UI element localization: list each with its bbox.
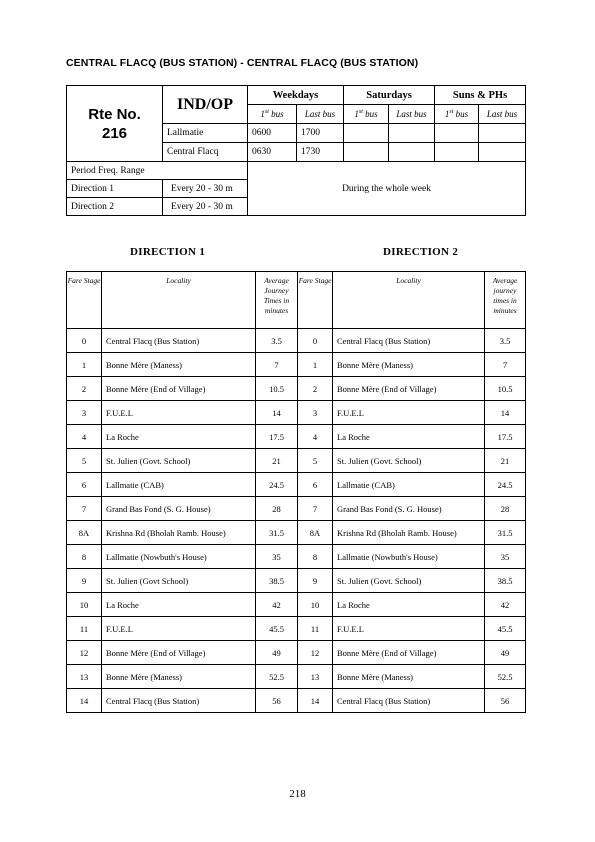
suns-first-bus: 1st bus bbox=[435, 105, 479, 124]
journey-time-cell: 52.5 bbox=[485, 665, 526, 689]
journey-time-cell: 35 bbox=[256, 545, 298, 569]
locality-cell: La Roche bbox=[333, 593, 485, 617]
locality-cell: Bonne Mère (End of Village) bbox=[333, 641, 485, 665]
locality-cell: St. Julien (Govt. School) bbox=[333, 569, 485, 593]
weekday-first-time: 0630 bbox=[248, 143, 297, 162]
fare-stage-header: Fare Stage bbox=[67, 272, 102, 329]
route-summary-table bbox=[66, 85, 526, 216]
fare-stage-cell: 5 bbox=[298, 449, 333, 473]
direction-1-heading: DIRECTION 1 bbox=[130, 246, 206, 258]
fare-stage-cell: 13 bbox=[298, 665, 333, 689]
locality-cell: Grand Bas Fond (S. G. House) bbox=[102, 497, 256, 521]
fare-stage-cell: 11 bbox=[298, 617, 333, 641]
fare-stage-cell: 10 bbox=[298, 593, 333, 617]
locality-cell: Bonne Mère (Maness) bbox=[333, 353, 485, 377]
suns-last-bus: Last bus bbox=[479, 105, 526, 124]
fare-stage-cell: 11 bbox=[67, 617, 102, 641]
weekday-last-time: 1730 bbox=[297, 143, 344, 162]
table-row bbox=[67, 665, 526, 689]
table-row bbox=[67, 353, 526, 377]
table-row bbox=[67, 521, 526, 545]
journey-time-cell: 7 bbox=[256, 353, 298, 377]
table-row bbox=[67, 641, 526, 665]
table-row bbox=[67, 569, 526, 593]
fare-stage-cell: 13 bbox=[67, 665, 102, 689]
locality-cell: F.U.E.L bbox=[102, 617, 256, 641]
journey-time-cell: 35 bbox=[485, 545, 526, 569]
table-row bbox=[67, 473, 526, 497]
journey-time-cell: 31.5 bbox=[485, 521, 526, 545]
journey-time-cell: 45.5 bbox=[256, 617, 298, 641]
journey-time-cell: 17.5 bbox=[485, 425, 526, 449]
locality-cell: Bonne Mère (Maness) bbox=[102, 353, 256, 377]
locality-cell: St. Julien (Govt. School) bbox=[102, 449, 256, 473]
direction-frequency: Every 20 - 30 m bbox=[163, 180, 248, 198]
journey-time-cell: 3.5 bbox=[485, 329, 526, 353]
direction-label: Direction 1 bbox=[67, 180, 163, 198]
fare-stage-cell: 0 bbox=[298, 329, 333, 353]
table-row bbox=[67, 329, 526, 353]
table-row bbox=[67, 449, 526, 473]
journey-time-cell: 10.5 bbox=[485, 377, 526, 401]
weekday-first-time: 0600 bbox=[248, 124, 297, 143]
locality-cell: Central Flacq (Bus Station) bbox=[102, 689, 256, 713]
indop-heading: IND/OP bbox=[163, 86, 248, 124]
locality-cell: Central Flacq (Bus Station) bbox=[333, 329, 485, 353]
journey-time-cell: 17.5 bbox=[256, 425, 298, 449]
locality-cell: F.U.E.L bbox=[333, 617, 485, 641]
whole-week-note: During the whole week bbox=[248, 162, 526, 216]
locality-cell: St. Julien (Govt. School) bbox=[333, 449, 485, 473]
fare-stage-cell: 4 bbox=[67, 425, 102, 449]
fare-stage-cell: 9 bbox=[67, 569, 102, 593]
weekdays-first-bus: 1st bus bbox=[248, 105, 297, 124]
locality-cell: Lallmatie (CAB) bbox=[333, 473, 485, 497]
fare-stage-cell: 1 bbox=[298, 353, 333, 377]
locality-cell: Krishna Rd (Bholah Ramb. House) bbox=[333, 521, 485, 545]
journey-time-cell: 49 bbox=[485, 641, 526, 665]
fare-stage-cell: 14 bbox=[298, 689, 333, 713]
fare-stage-cell: 0 bbox=[67, 329, 102, 353]
locality-cell: Lallmatie (Nowbuth's House) bbox=[333, 545, 485, 569]
fare-stage-cell: 6 bbox=[67, 473, 102, 497]
direction-2-heading: DIRECTION 2 bbox=[383, 246, 459, 258]
locality-cell: La Roche bbox=[102, 593, 256, 617]
table-row bbox=[67, 401, 526, 425]
fare-stage-cell: 12 bbox=[298, 641, 333, 665]
locality-cell: F.U.E.L bbox=[102, 401, 256, 425]
fare-stage-cell: 2 bbox=[298, 377, 333, 401]
fare-stage-cell: 9 bbox=[298, 569, 333, 593]
fare-stage-cell: 8 bbox=[298, 545, 333, 569]
locality-cell: Bonne Mère (End of Village) bbox=[333, 377, 485, 401]
journey-time-cell: 21 bbox=[485, 449, 526, 473]
table-row bbox=[67, 425, 526, 449]
origin-place: Central Flacq bbox=[163, 143, 248, 162]
direction-label: Direction 2 bbox=[67, 198, 163, 216]
fare-stage-cell: 5 bbox=[67, 449, 102, 473]
weekdays-heading: Weekdays bbox=[248, 86, 344, 105]
journey-time-cell: 21 bbox=[256, 449, 298, 473]
period-freq-label: Period Freq. Range bbox=[67, 162, 248, 180]
fare-stage-cell: 7 bbox=[67, 497, 102, 521]
route-number: 216 bbox=[101, 124, 128, 142]
fare-stage-cell: 12 bbox=[67, 641, 102, 665]
locality-cell: Krishna Rd (Bholah Ramb. House) bbox=[102, 521, 256, 545]
journey-time-cell: 38.5 bbox=[256, 569, 298, 593]
locality-cell: F.U.E.L bbox=[333, 401, 485, 425]
locality-cell: Bonne Mère (End of Village) bbox=[102, 377, 256, 401]
locality-cell: Lallmatie (Nowbuth's House) bbox=[102, 545, 256, 569]
fare-stage-cell: 4 bbox=[298, 425, 333, 449]
saturdays-last-bus: Last bus bbox=[389, 105, 435, 124]
saturdays-heading: Saturdays bbox=[344, 86, 435, 105]
journey-time-cell: 7 bbox=[485, 353, 526, 377]
journey-time-cell: 42 bbox=[485, 593, 526, 617]
fare-stage-cell: 7 bbox=[298, 497, 333, 521]
locality-cell: La Roche bbox=[102, 425, 256, 449]
locality-cell: St. Julien (Govt School) bbox=[102, 569, 256, 593]
table-row bbox=[67, 497, 526, 521]
locality-cell: Bonne Mère (Maness) bbox=[102, 665, 256, 689]
direction-frequency: Every 20 - 30 m bbox=[163, 198, 248, 216]
journey-time-cell: 42 bbox=[256, 593, 298, 617]
fare-stage-cell: 8A bbox=[298, 521, 333, 545]
fare-stage-cell: 3 bbox=[67, 401, 102, 425]
journey-time-cell: 52.5 bbox=[256, 665, 298, 689]
locality-cell: Central Flacq (Bus Station) bbox=[102, 329, 256, 353]
journey-time-cell: 56 bbox=[256, 689, 298, 713]
journey-time-cell: 38.5 bbox=[485, 569, 526, 593]
locality-header: Locality bbox=[102, 272, 256, 329]
journey-time-cell: 14 bbox=[256, 401, 298, 425]
table-row bbox=[67, 545, 526, 569]
table-row bbox=[67, 377, 526, 401]
journey-time-cell: 24.5 bbox=[256, 473, 298, 497]
fare-stage-cell: 8A bbox=[67, 521, 102, 545]
journey-time-cell: 56 bbox=[485, 689, 526, 713]
journey-time-cell: 31.5 bbox=[256, 521, 298, 545]
fare-stage-header: Fare Stage bbox=[298, 272, 333, 329]
route-label: Rte No. bbox=[88, 105, 141, 123]
locality-cell: La Roche bbox=[333, 425, 485, 449]
locality-header: Locality bbox=[333, 272, 485, 329]
page-title: CENTRAL FLACQ (BUS STATION) - CENTRAL FLACQ (BUS STATION) bbox=[66, 57, 419, 69]
journey-time-cell: 10.5 bbox=[256, 377, 298, 401]
locality-cell: Bonne Mère (End of Village) bbox=[102, 641, 256, 665]
suns-heading: Suns & PHs bbox=[435, 86, 526, 105]
journey-time-header: Average journey times in minutes bbox=[485, 272, 526, 329]
fare-stage-cell: 2 bbox=[67, 377, 102, 401]
page-number: 218 bbox=[289, 788, 306, 800]
journey-time-cell: 28 bbox=[485, 497, 526, 521]
fare-stage-cell: 6 bbox=[298, 473, 333, 497]
origin-place: Lallmatie bbox=[163, 124, 248, 143]
journey-time-cell: 49 bbox=[256, 641, 298, 665]
saturdays-first-bus: 1st bus bbox=[344, 105, 389, 124]
journey-time-cell: 3.5 bbox=[256, 329, 298, 353]
journey-time-cell: 45.5 bbox=[485, 617, 526, 641]
table-row bbox=[67, 593, 526, 617]
journey-time-header: Average Journey Times in minutes bbox=[256, 272, 298, 329]
locality-cell: Bonne Mère (Maness) bbox=[333, 665, 485, 689]
journey-time-cell: 28 bbox=[256, 497, 298, 521]
fare-stage-cell: 10 bbox=[67, 593, 102, 617]
locality-cell: Lallmatie (CAB) bbox=[102, 473, 256, 497]
journey-time-cell: 14 bbox=[485, 401, 526, 425]
locality-cell: Grand Bas Fond (S. G. House) bbox=[333, 497, 485, 521]
weekdays-last-bus: Last bus bbox=[297, 105, 344, 124]
weekday-last-time: 1700 bbox=[297, 124, 344, 143]
route-number-cell bbox=[67, 86, 163, 162]
fare-stage-cell: 1 bbox=[67, 353, 102, 377]
locality-cell: Central Flacq (Bus Station) bbox=[333, 689, 485, 713]
journey-time-cell: 24.5 bbox=[485, 473, 526, 497]
fare-stage-cell: 8 bbox=[67, 545, 102, 569]
fare-stage-table bbox=[66, 271, 526, 713]
table-row bbox=[67, 689, 526, 713]
fare-stage-cell: 14 bbox=[67, 689, 102, 713]
table-row bbox=[67, 617, 526, 641]
fare-stage-cell: 3 bbox=[298, 401, 333, 425]
